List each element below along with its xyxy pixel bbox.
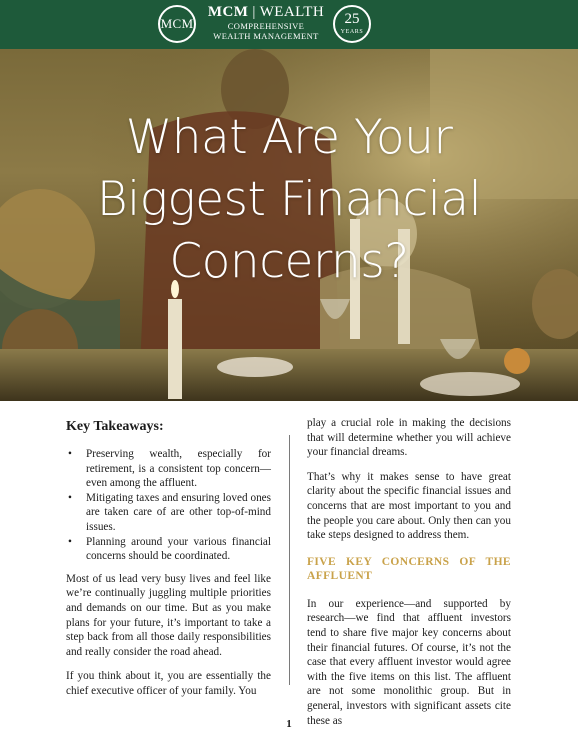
body-paragraph: play a crucial role in making the decisions that will determine whether you will achieve your financial dreams. [307, 417, 511, 459]
column-divider [289, 435, 290, 685]
header-bar [0, 0, 578, 49]
body-paragraph: If you think about it, you are essentially the chief executive officer of your family. You [66, 670, 271, 697]
brand-name-bold: MCM [207, 4, 249, 20]
hero-title [0, 107, 578, 293]
hero-title-line-1: What Are Your [125, 110, 453, 165]
anniversary-label: YEARS [340, 29, 364, 35]
anniversary-number: 25 [344, 11, 360, 27]
list-item: • Planning around your various financial concerns should be coordinated. [66, 535, 271, 564]
hero-title-line-2: Biggest Financial [96, 172, 482, 227]
body-paragraph: That’s why it makes sense to have great clarity about the specific financial issues and concerns that are most important to you and the people you care about. Only then can you take steps designed to address them. [307, 470, 511, 542]
body-paragraph: Most of us lead very busy lives and feel like we’re continually juggling multiple priorities and demands on our time. But as you make plans for your future, it’s important to take a step back from all those daily responsibilities and really consider the road ahead. [66, 572, 271, 658]
list-item: • Mitigating taxes and ensuring loved ones are taken care of are other top-of-mind issues. [66, 491, 271, 535]
page-number: 1 [286, 718, 292, 730]
brand-logo [205, 4, 327, 41]
left-column [66, 418, 271, 709]
brand-tagline-1: COMPREHENSIVE [227, 21, 305, 31]
key-takeaways-heading: Key Takeaways: [66, 419, 164, 434]
brand-name-rest: WEALTH [259, 4, 325, 20]
hero-title-line-3: Concerns? [169, 234, 409, 289]
brand-name [205, 4, 327, 21]
brand-tagline-2: WEALTH MANAGEMENT [213, 31, 319, 41]
body-paragraph: In our experience—and supported by research—we find that affluent investors tend to share five major key concerns about their financial futures. Of course, it’s not the case that every affluent investor would agree with the five items on this list. The affluent are not some monolithic group. But in general, investors with significant assets cite these as [307, 597, 511, 727]
seal-text: MCM [160, 16, 194, 31]
section-heading: FIVE KEY CONCERNS OF THE AFFLUENT [307, 555, 511, 582]
key-takeaways-list [66, 447, 271, 564]
mcm-seal-logo [158, 5, 196, 43]
list-item: • Preserving wealth, especially for retirement, is a consistent top concern—even among the affluent. [66, 447, 271, 491]
hero-image [0, 49, 578, 401]
right-column [307, 416, 511, 738]
anniversary-seal [333, 5, 371, 43]
brand-separator: | [248, 4, 260, 20]
